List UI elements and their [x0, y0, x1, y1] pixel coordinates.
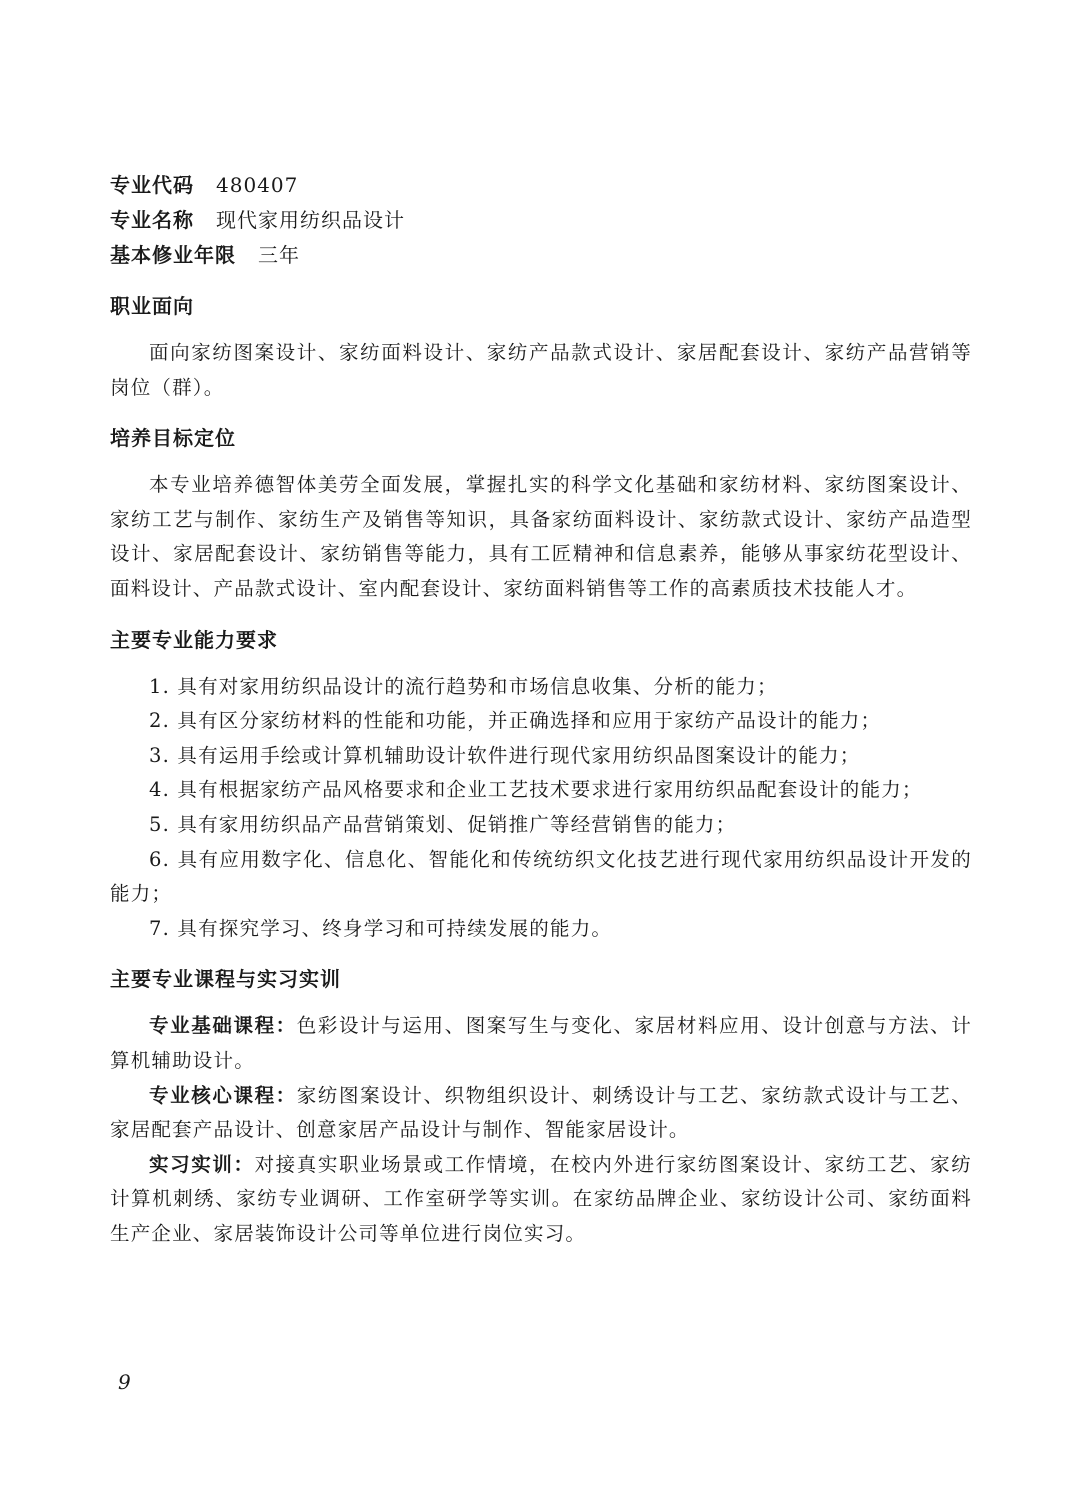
ability-item: 3. 具有运用手绘或计算机辅助设计软件进行现代家用纺织品图案设计的能力； — [149, 743, 861, 767]
study-years-value: 三年 — [258, 243, 300, 267]
practice-text: 对接真实职业场景或工作情境，在校内外进行家纺图案设计、家纺工艺、家纺计算机刺绣、家纺专业调研、工作室研学等实训。在家纺品牌企业、家纺设计公司、家纺面料生产企业、家居装饰设计公司等单位进行岗位实习。 — [110, 1152, 972, 1245]
abilities-heading: 主要专业能力要求 — [110, 627, 278, 652]
career-heading: 职业面向 — [110, 294, 194, 318]
document-page — [110, 168, 972, 1251]
ability-item: 6. 具有应用数字化、信息化、智能化和传统纺织文化技艺进行现代家用纺织品设计开发的能力； — [110, 847, 972, 906]
ability-item: 5. 具有家用纺织品产品营销策划、促销推广等经营销售的能力； — [149, 812, 737, 836]
page-number: 9 — [118, 1370, 131, 1394]
core-courses-text: 家纺图案设计、织物组织设计、刺绣设计与工艺、家纺款式设计与工艺、家居配套产品设计、创意家居产品设计与制作、智能家居设计。 — [110, 1083, 972, 1142]
study-years-label: 基本修业年限 — [110, 243, 236, 267]
major-name-label: 专业名称 — [110, 208, 194, 232]
practice-paragraph — [110, 1148, 972, 1252]
goal-paragraph: 本专业培养德智体美劳全面发展，掌握扎实的科学文化基础和家纺材料、家纺图案设计、家纺工艺与制作、家纺生产及销售等知识，具备家纺面料设计、家纺款式设计、家纺产品造型设计、家居配套设计、家纺销售等能力，具有工匠精神和信息素养，能够从事家纺花型设计、面料设计、产品款式设计、室内配套设计、家纺面料销售等工作的高素质技术技能人才。 — [110, 473, 972, 600]
basic-courses-text: 色彩设计与运用、图案写生与变化、家居材料应用、设计创意与方法、计算机辅助设计。 — [110, 1014, 972, 1072]
goal-heading: 培养目标定位 — [110, 426, 236, 451]
basic-courses-label: 专业基础课程： — [149, 1014, 297, 1038]
ability-item: 1. 具有对家用纺织品设计的流行趋势和市场信息收集、分析的能力； — [149, 674, 778, 698]
ability-item: 2. 具有区分家纺材料的性能和功能，并正确选择和应用于家纺产品设计的能力； — [149, 709, 882, 733]
major-name-line — [110, 203, 972, 238]
courses-heading: 主要专业课程与实习实训 — [110, 967, 341, 992]
major-code-line — [110, 168, 972, 203]
career-paragraph: 面向家纺图案设计、家纺面料设计、家纺产品款式设计、家居配套设计、家纺产品营销等岗位（群）。 — [110, 341, 972, 399]
ability-item: 4. 具有根据家纺产品风格要求和企业工艺技术要求进行家用纺织品配套设计的能力； — [149, 778, 923, 802]
major-name-value: 现代家用纺织品设计 — [216, 208, 405, 232]
basic-courses-paragraph — [110, 1009, 972, 1078]
core-courses-label: 专业核心课程： — [149, 1083, 297, 1107]
major-code-value: 480407 — [216, 173, 299, 197]
major-code-label: 专业代码 — [110, 173, 194, 197]
practice-label: 实习实训： — [149, 1152, 255, 1176]
ability-item: 7. 具有探究学习、终身学习和可持续发展的能力。 — [149, 916, 613, 940]
study-years-line — [110, 238, 972, 273]
core-courses-paragraph — [110, 1079, 972, 1148]
